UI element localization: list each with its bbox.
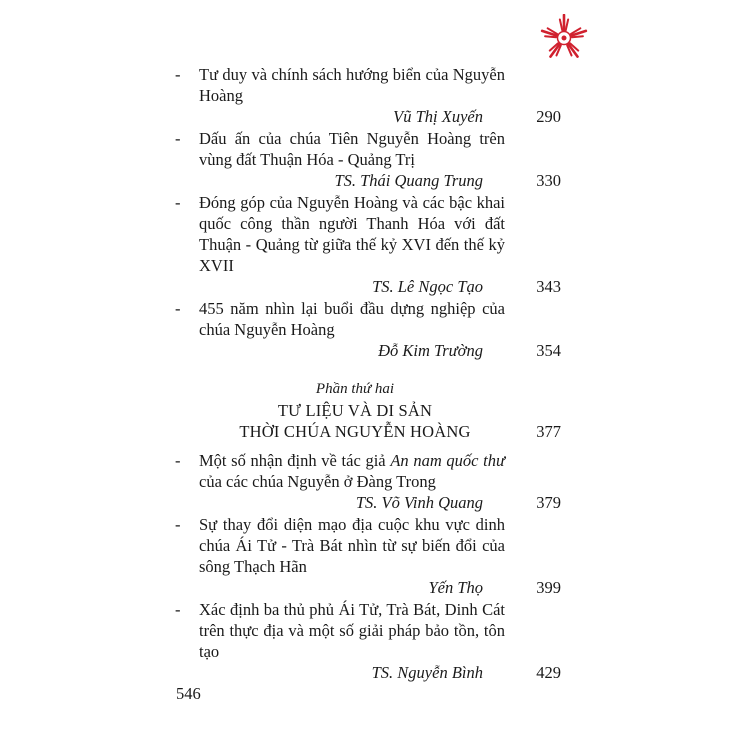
entry-dash: - (175, 600, 181, 619)
entry-page-number: 429 (536, 663, 561, 682)
entry-author-row (175, 340, 565, 362)
entry-page-number: 399 (536, 578, 561, 597)
entry-title: Tư duy và chính sách hướng biển của Nguyễn Hoàng (199, 65, 505, 105)
entry-author: TS. Lê Ngọc Tạo (372, 277, 483, 296)
page-number: 546 (176, 684, 201, 703)
toc-entry (175, 514, 565, 577)
entry-author: Yến Thọ (428, 578, 483, 597)
section-title-line-2: THỜI CHÚA NGUYỄN HOÀNG (239, 422, 471, 441)
entry-author-row (175, 106, 565, 128)
entry-title-text: Một số nhận định về tác giả (199, 451, 391, 470)
entry-title (199, 450, 505, 492)
toc-entry (175, 64, 565, 106)
section-label: Phần thứ hai (315, 381, 395, 397)
entry-page-number: 330 (536, 171, 561, 190)
entry-dash: - (175, 299, 181, 318)
entry-author-row (175, 170, 565, 192)
entry-page-number: 354 (536, 341, 561, 360)
entry-author-row (175, 276, 565, 298)
section-heading (175, 378, 565, 442)
entry-author: TS. Nguyễn Bình (371, 663, 483, 682)
entry-title: Sự thay đổi diện mạo địa cuộc khu vực dinh chúa Ái Tử - Trà Bát nhìn từ sự biến đổi của sông Thạch Hãn (199, 515, 505, 576)
entry-dash: - (175, 193, 181, 212)
section-page-number: 377 (536, 422, 561, 441)
entry-title: Dấu ấn của chúa Tiên Nguyễn Hoàng trên vùng đất Thuận Hóa - Quảng Trị (199, 129, 505, 169)
toc-entry (175, 599, 565, 662)
entry-author: Đỗ Kim Trường (378, 341, 483, 360)
entry-title: 455 năm nhìn lại buổi đầu dựng nghiệp của chúa Nguyễn Hoàng (199, 299, 505, 339)
toc-entry (175, 450, 565, 492)
entry-title-work: An nam quốc thư (390, 451, 506, 470)
entry-author-row (175, 662, 565, 684)
toc-entry (175, 192, 565, 276)
entry-author: TS. Võ Vinh Quang (355, 493, 483, 512)
entry-author: TS. Thái Quang Trung (334, 171, 483, 190)
entry-dash: - (175, 65, 181, 84)
entry-author-row (175, 577, 565, 599)
publisher-logo-icon (540, 14, 588, 62)
entry-author-row (175, 492, 565, 514)
entry-page-number: 343 (536, 277, 561, 296)
entry-dash: - (175, 515, 181, 534)
entry-author: Vũ Thị Xuyến (393, 107, 483, 126)
entry-title: Xác định ba thủ phủ Ái Tử, Trà Bát, Dinh Cát trên thực địa và một số giải pháp bảo tồn, tôn tạo (199, 600, 505, 661)
toc-entry (175, 298, 565, 340)
table-of-contents (175, 64, 565, 684)
section-title-line-1: TƯ LIỆU VÀ DI SẢN (277, 401, 433, 420)
entry-dash: - (175, 129, 181, 148)
entry-page-number: 290 (536, 107, 561, 126)
entry-dash: - (175, 451, 181, 470)
entry-title: Đóng góp của Nguyễn Hoàng và các bậc khai quốc công thần người Thanh Hóa với đất Thuận - Quảng từ giữa thế kỷ XVI đến thế kỷ XVII (199, 193, 505, 275)
entry-title-text: của các chúa Nguyễn ở Đàng Trong (199, 472, 436, 491)
entry-page-number: 379 (536, 493, 561, 512)
toc-entry (175, 128, 565, 170)
